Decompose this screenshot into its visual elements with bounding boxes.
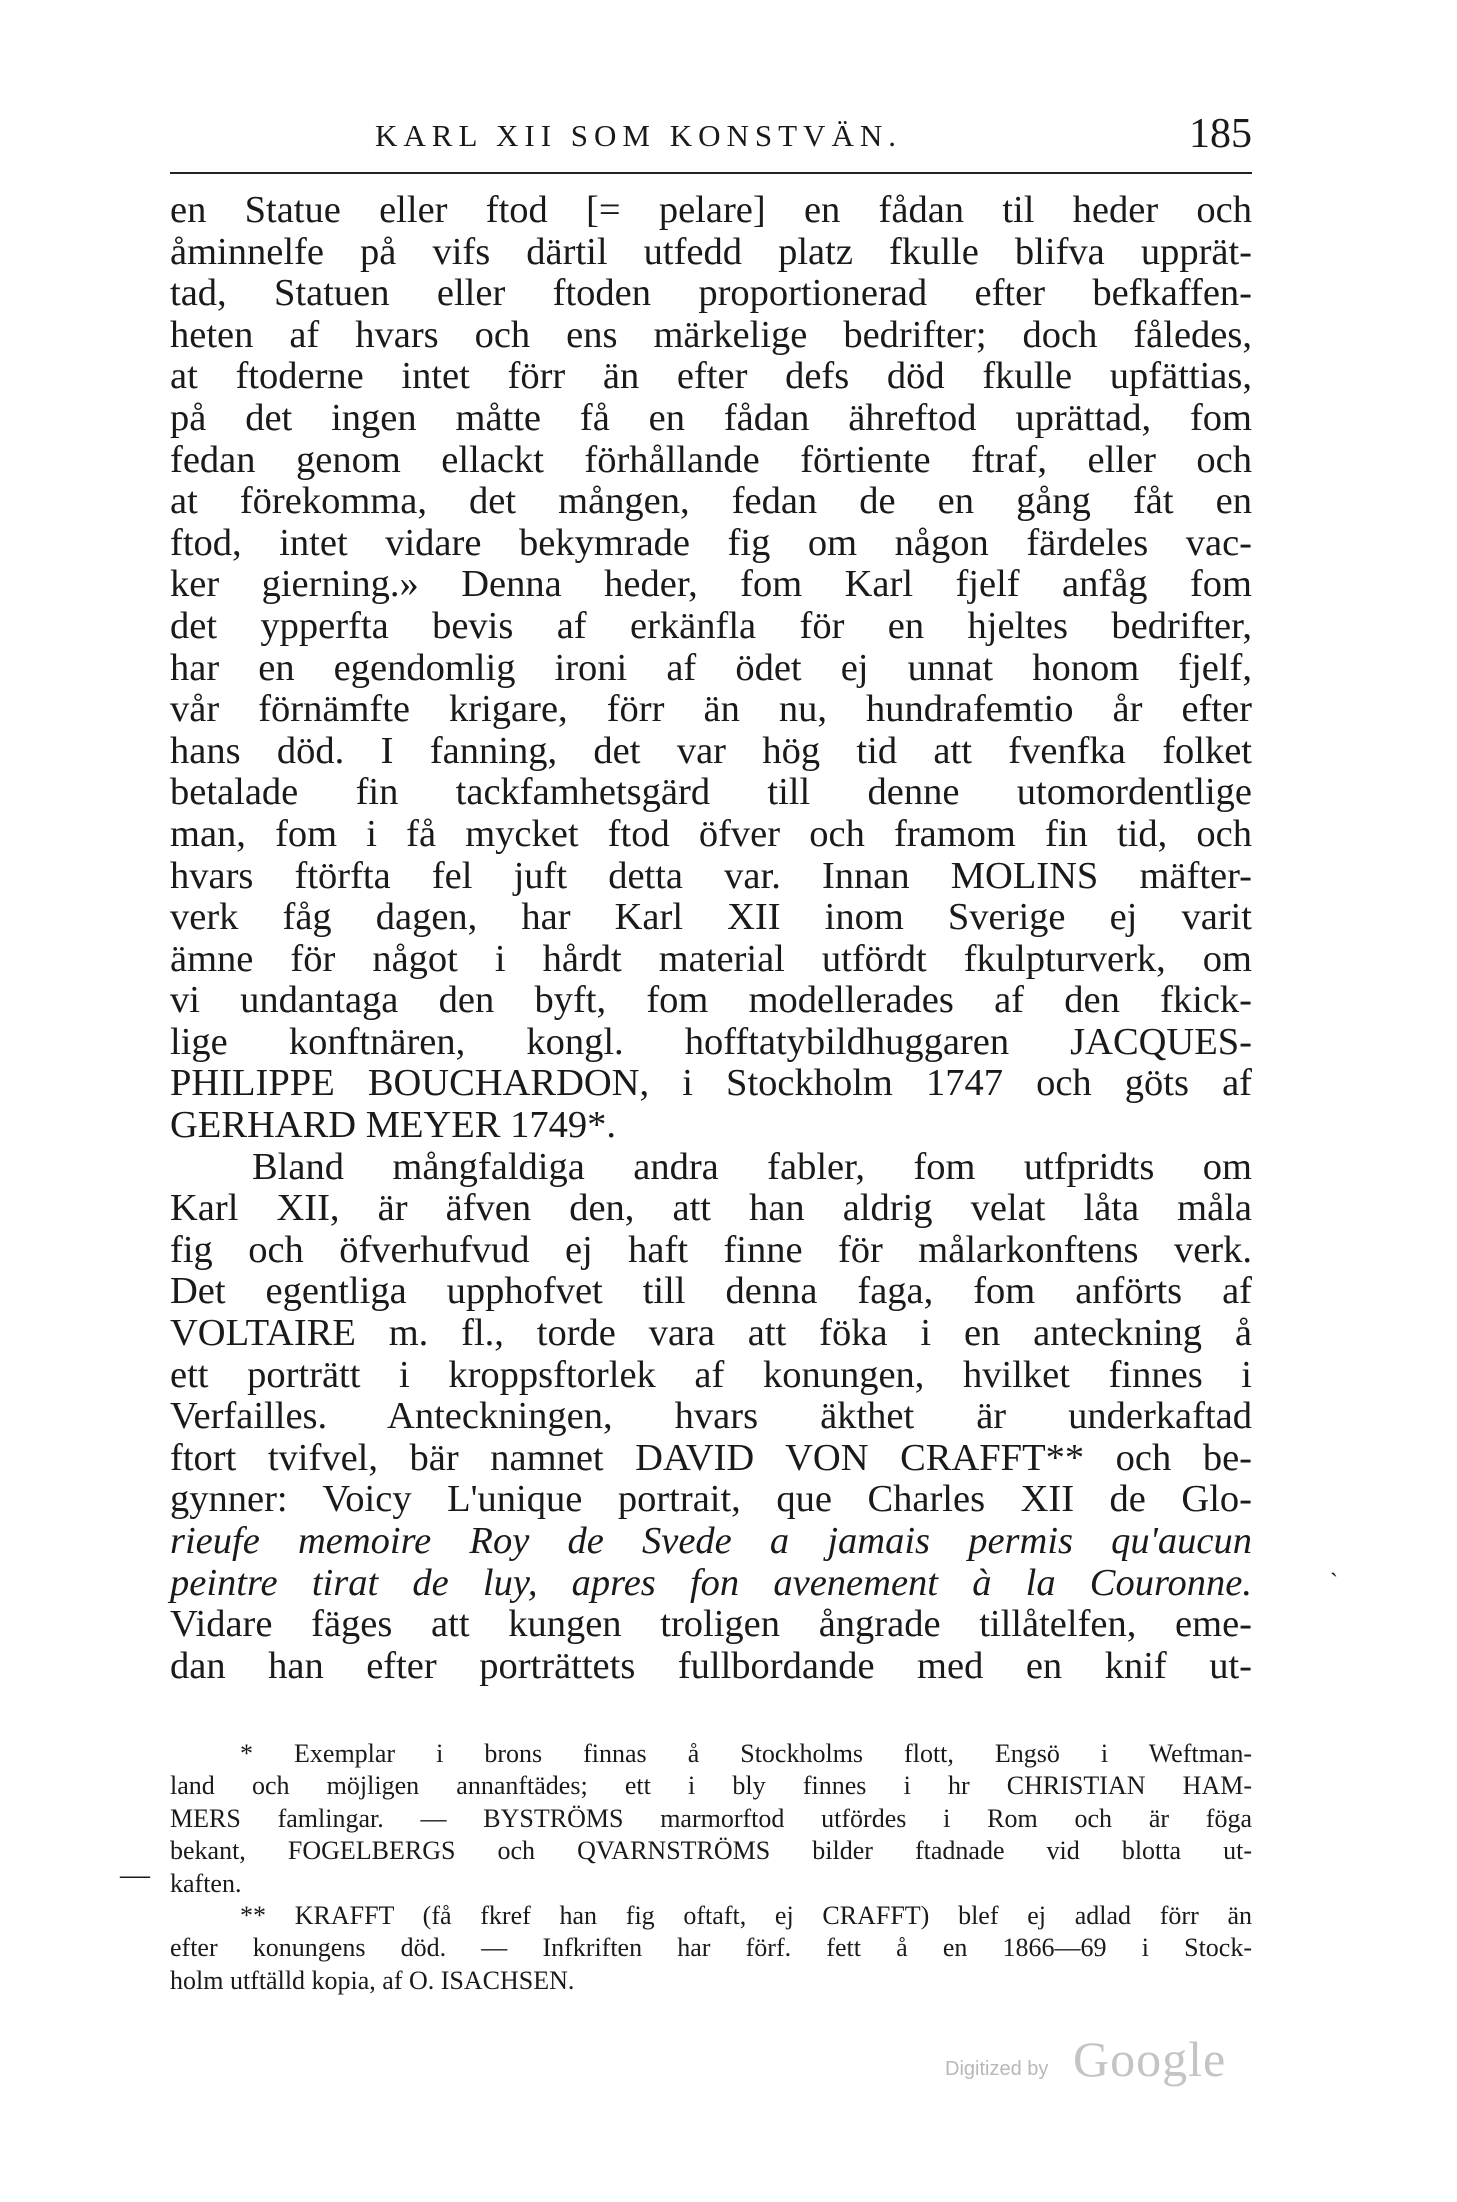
text-line: gynner: Voicy L'unique portrait, que Charles XII de Glo-	[170, 1478, 1252, 1521]
text-line: ämne för något i hårdt material utfördt fkulpturverk, om	[170, 937, 1252, 980]
watermark-caption: Digitized by	[945, 2058, 1049, 2080]
footnote-line: MERS famlingar. — BYSTRÖMS marmorftod utfördes i Rom och är föga	[170, 1803, 1252, 1833]
header-rule	[170, 172, 1252, 174]
text-line: vår förnämfte krigare, förr än nu, hundrafemtio år efter	[170, 688, 1252, 731]
text-line: åminnelfe på vifs därtil utfedd platz fkulle blifva upprät-	[170, 230, 1252, 273]
text-line: at ftoderne intet förr än efter defs död fkulle upfättias,	[170, 355, 1252, 398]
footnote-line: ** KRAFFT (få fkref han fig oftaft, ej CRAFFT) blef ej adlad förr än	[240, 1900, 1252, 1930]
footnotes	[170, 1738, 1252, 1997]
page-header	[170, 110, 1252, 170]
text-line: en Statue eller ftod [= pelare] en fådan til heder och	[170, 189, 1252, 231]
text-line: GERHARD MEYER 1749*.	[170, 1104, 616, 1147]
text-line: lige konftnären, kongl. hofftatybildhuggaren JACQUES-	[170, 1020, 1252, 1063]
text-line: at förekomma, det mången, fedan de en gång fåt en	[170, 480, 1252, 523]
text-line: heten af hvars och ens märkelige bedrifter; doch fåledes,	[170, 313, 1252, 356]
main-text	[170, 190, 1252, 1687]
page-number: 185	[1189, 111, 1252, 157]
text-line: rieufe memoire Roy de Svede a jamais permis qu'aucun	[170, 1520, 1252, 1562]
text-line: PHILIPPE BOUCHARDON, i Stockholm 1747 och göts af	[170, 1062, 1252, 1105]
text-line: det ypperfta bevis af erkänfla för en hjeltes bedrifter,	[170, 604, 1252, 647]
watermark-logo: Google	[1073, 2031, 1227, 2087]
text-line: betalade fin tackfamhetsgärd till denne utomordentlige	[170, 771, 1252, 814]
footnote-line: land och möjligen annanftädes; ett i bly finnes i hr CHRISTIAN HAM-	[170, 1771, 1252, 1801]
text-line: peintre tirat de luy, apres fon avenement à la Couronne.	[170, 1561, 1252, 1604]
text-line: vi undantaga den byft, fom modellerades af den fkick-	[170, 979, 1252, 1022]
text-line: hvars ftörfta fel juft detta var. Innan MOLINS mäfter-	[170, 854, 1252, 897]
text-line: fig och öfverhufvud ej haft finne för målarkonftens verk.	[170, 1228, 1252, 1271]
footnote-line: bekant, FOGELBERGS och QVARNSTRÖMS bilder ftadnade vid blotta ut-	[170, 1836, 1252, 1866]
margin-mark-left: —	[120, 1858, 150, 1891]
text-line: hans död. I fanning, det var hög tid att fvenfka folket	[170, 729, 1252, 772]
footnote-line: holm utftälld kopia, af O. ISACHSEN.	[170, 1965, 575, 1995]
text-line: har en egendomlig ironi af ödet ej unnat honom fjelf,	[170, 646, 1252, 689]
text-line: Verfailles. Anteckningen, hvars äkthet är underkaftad	[170, 1395, 1252, 1438]
text-line: Det egentliga upphofvet till denna faga, fom anförts af	[170, 1270, 1252, 1313]
footnote-line: * Exemplar i brons finnas å Stockholms flott, Engsö i Weftman-	[240, 1739, 1252, 1768]
text-line: ftort tvifvel, bär namnet DAVID VON CRAFFT** och be-	[170, 1436, 1252, 1479]
margin-mark-right: `	[1330, 1570, 1338, 1596]
text-line: tad, Statuen eller ftoden proportionerad efter befkaffen-	[170, 272, 1252, 315]
text-line: dan han efter porträttets fullbordande med en knif ut-	[170, 1644, 1252, 1687]
text-line: Bland mångfaldiga andra fabler, fom utfpridts om	[252, 1145, 1252, 1188]
text-line: Karl XII, är äfven den, att han aldrig velat låta måla	[170, 1187, 1252, 1230]
text-line: man, fom i få mycket ftod öfver och framom fin tid, och	[170, 812, 1252, 855]
text-line: verk fåg dagen, har Karl XII inom Sverige ej varit	[170, 896, 1252, 939]
footnote-line: kaften.	[170, 1868, 242, 1898]
text-line: fedan genom ellackt förhållande förtiente ftraf, eller och	[170, 438, 1252, 481]
text-line: Vidare fäges att kungen troligen ångrade tillåtelfen, eme-	[170, 1603, 1252, 1646]
text-line: på det ingen måtte få en fådan ähreftod uprättad, fom	[170, 396, 1252, 439]
text-line: ker gierning.» Denna heder, fom Karl fjelf anfåg fom	[170, 563, 1252, 606]
text-line: ett porträtt i kroppsftorlek af konungen, hvilket finnes i	[170, 1353, 1252, 1396]
text-line: ftod, intet vidare bekymrade fig om någon färdeles vac-	[170, 521, 1252, 564]
running-title: KARL XII SOM KONSTVÄN.	[375, 118, 902, 153]
footnote-line: efter konungens död. — Infkriften har förf. fett å en 1866—69 i Stock-	[170, 1933, 1252, 1963]
digitization-watermark	[945, 2030, 1245, 2090]
text-line: VOLTAIRE m. fl., torde vara att föka i en anteckning å	[170, 1312, 1252, 1355]
